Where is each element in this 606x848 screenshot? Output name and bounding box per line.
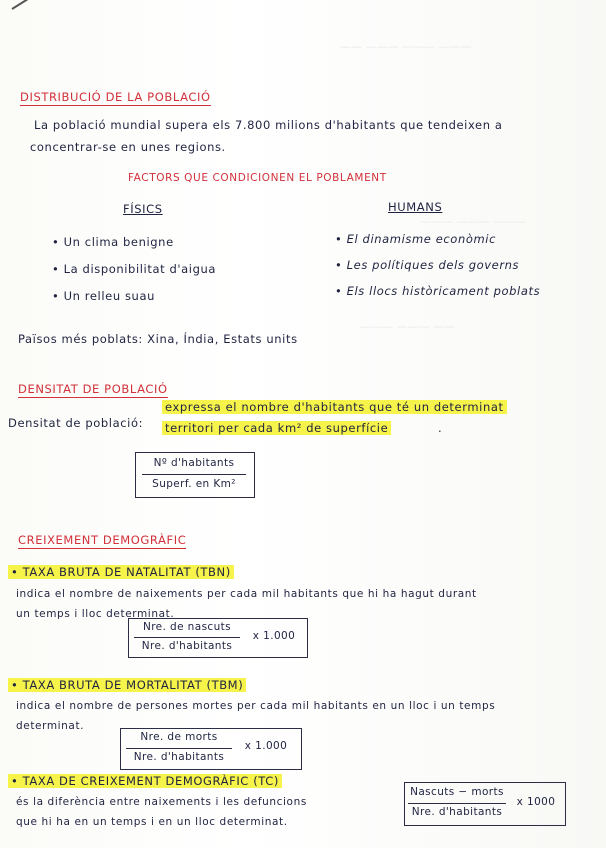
formula-numerator: Nascuts − morts	[410, 786, 504, 798]
formula-multiplier: x 1.000	[244, 740, 288, 752]
paisos-poblats: Països més poblats: Xina, Índia, Estats units	[18, 332, 298, 346]
tbm-line-2: determinat.	[16, 720, 85, 732]
section-title-creixement: CREIXEMENT DEMOGRÀFIC	[18, 533, 187, 547]
list-item: • Un clima benigne	[52, 235, 174, 249]
densitat-label: Densitat de població:	[8, 416, 144, 430]
formula-denominator: Nre. d'habitants	[141, 640, 233, 652]
densitat-definition-line-2: territori per cada km² de superfície	[162, 421, 391, 435]
bleed-through-text: ——— ——— ——	[360, 320, 455, 333]
bleed-through-text: —— ——— ——— ———	[340, 40, 472, 53]
formula-multiplier: x 1000	[516, 796, 556, 808]
tbn-line-1: indica el nombre de naixements per cada mil habitants que hi ha hagut durant	[16, 588, 477, 600]
tbn-title: • TAXA BRUTA DE NATALITAT (TBN)	[8, 565, 234, 579]
list-item: • Les polítiques dels governs	[335, 258, 520, 272]
formula-denominator: Nre. d'habitants	[411, 806, 503, 818]
factors-title: FACTORS QUE CONDICIONEN EL POBLAMENT	[128, 172, 387, 184]
tc-line-2: que hi ha en un temps i en un lloc determinat.	[16, 816, 288, 828]
section-title-densitat: DENSITAT DE POBLACIÓ	[18, 382, 168, 396]
list-item: • Els llocs històricament poblats	[335, 284, 541, 298]
formula-numerator: Nre. de nascuts	[142, 621, 232, 633]
fraction-line	[408, 803, 506, 804]
humans-title: HUMANS	[388, 200, 443, 214]
pen-mark	[11, 0, 34, 10]
densitat-definition-line-1: expressa el nombre d'habitants que té un determinat	[162, 400, 507, 414]
tbn-line-2: un temps i lloc determinat.	[16, 608, 175, 620]
section-title-distribucio: DISTRIBUCIÓ DE LA POBLACIÓ	[20, 90, 211, 104]
densitat-definition-end: .	[438, 421, 443, 435]
formula-numerator: Nre. de morts	[140, 731, 218, 743]
list-item: • La disponibilitat d'aigua	[52, 262, 216, 276]
fraction-line	[142, 474, 246, 475]
fisics-title: FÍSICS	[123, 202, 163, 216]
formula-denominator: Nre. d'habitants	[133, 751, 225, 763]
formula-denominator: Superf. en Km²	[152, 478, 236, 490]
list-item: • El dinamisme econòmic	[335, 232, 496, 246]
fraction-line	[126, 748, 232, 749]
tbm-line-1: indica el nombre de persones mortes per cada mil habitants en un lloc i un temps	[16, 700, 496, 712]
formula-numerator: Nº d'habitants	[153, 457, 235, 469]
tc-title: • TAXA DE CREIXEMENT DEMOGRÀFIC (TC)	[8, 774, 282, 788]
list-item: • Un relleu suau	[52, 289, 155, 303]
fraction-line	[134, 637, 240, 638]
tc-line-1: és la diferència entre naixements i les defuncions	[16, 796, 307, 808]
tbm-title: • TAXA BRUTA DE MORTALITAT (TBM)	[8, 678, 246, 692]
formula-multiplier: x 1.000	[252, 630, 296, 642]
intro-line-1: La població mundial supera els 7.800 milions d'habitants que tendeixen a	[34, 118, 503, 132]
intro-line-2: concentrar-se en unes regions.	[30, 140, 226, 154]
bleed-through-text: ——— ——— ———	[420, 215, 526, 228]
